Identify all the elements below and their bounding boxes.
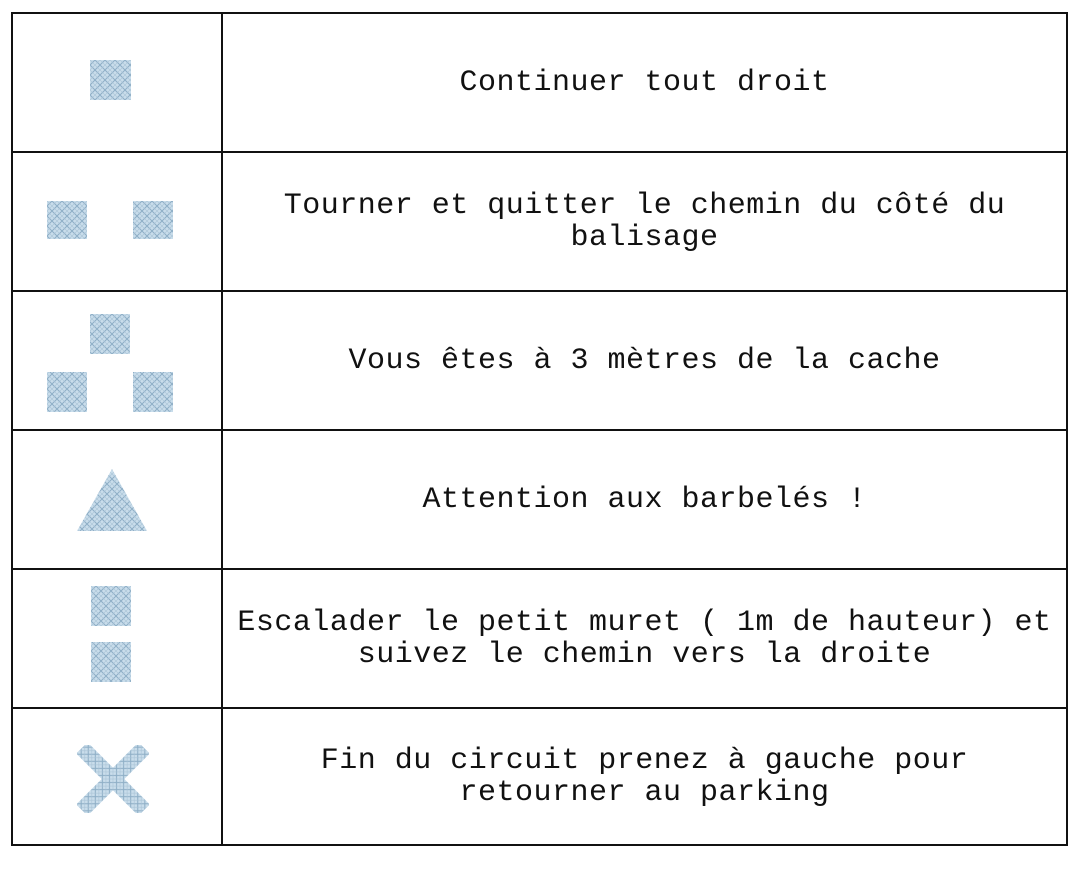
symbol-cell <box>12 569 222 708</box>
legend-row <box>12 430 1067 569</box>
legend-row <box>12 152 1067 291</box>
three-markers-pyramid-icon <box>47 314 173 414</box>
legend-text: Escalader le petit muret ( 1m de hauteur) et suivez le chemin vers la droite <box>222 569 1067 708</box>
legend-text: Vous êtes à 3 mètres de la cache <box>222 291 1067 430</box>
legend-text: Continuer tout droit <box>222 13 1067 152</box>
symbol-cell <box>12 13 222 152</box>
legend-table <box>11 12 1068 846</box>
legend-row <box>12 291 1067 430</box>
triangle-marker-icon <box>77 469 147 531</box>
legend-row <box>12 569 1067 708</box>
symbol-cell <box>12 430 222 569</box>
legend-text: Tourner et quitter le chemin du côté du balisage <box>222 152 1067 291</box>
two-markers-stacked-icon <box>91 586 131 686</box>
symbol-cell <box>12 291 222 430</box>
symbol-cell <box>12 708 222 845</box>
legend-row <box>12 13 1067 152</box>
cross-marker-icon <box>77 745 149 813</box>
legend-text: Fin du circuit prenez à gauche pour retourner au parking <box>222 708 1067 845</box>
legend-row <box>12 708 1067 845</box>
two-markers-side-icon <box>47 201 173 239</box>
legend-text: Attention aux barbelés ! <box>222 430 1067 569</box>
symbol-cell <box>12 152 222 291</box>
single-marker-icon <box>90 60 131 100</box>
